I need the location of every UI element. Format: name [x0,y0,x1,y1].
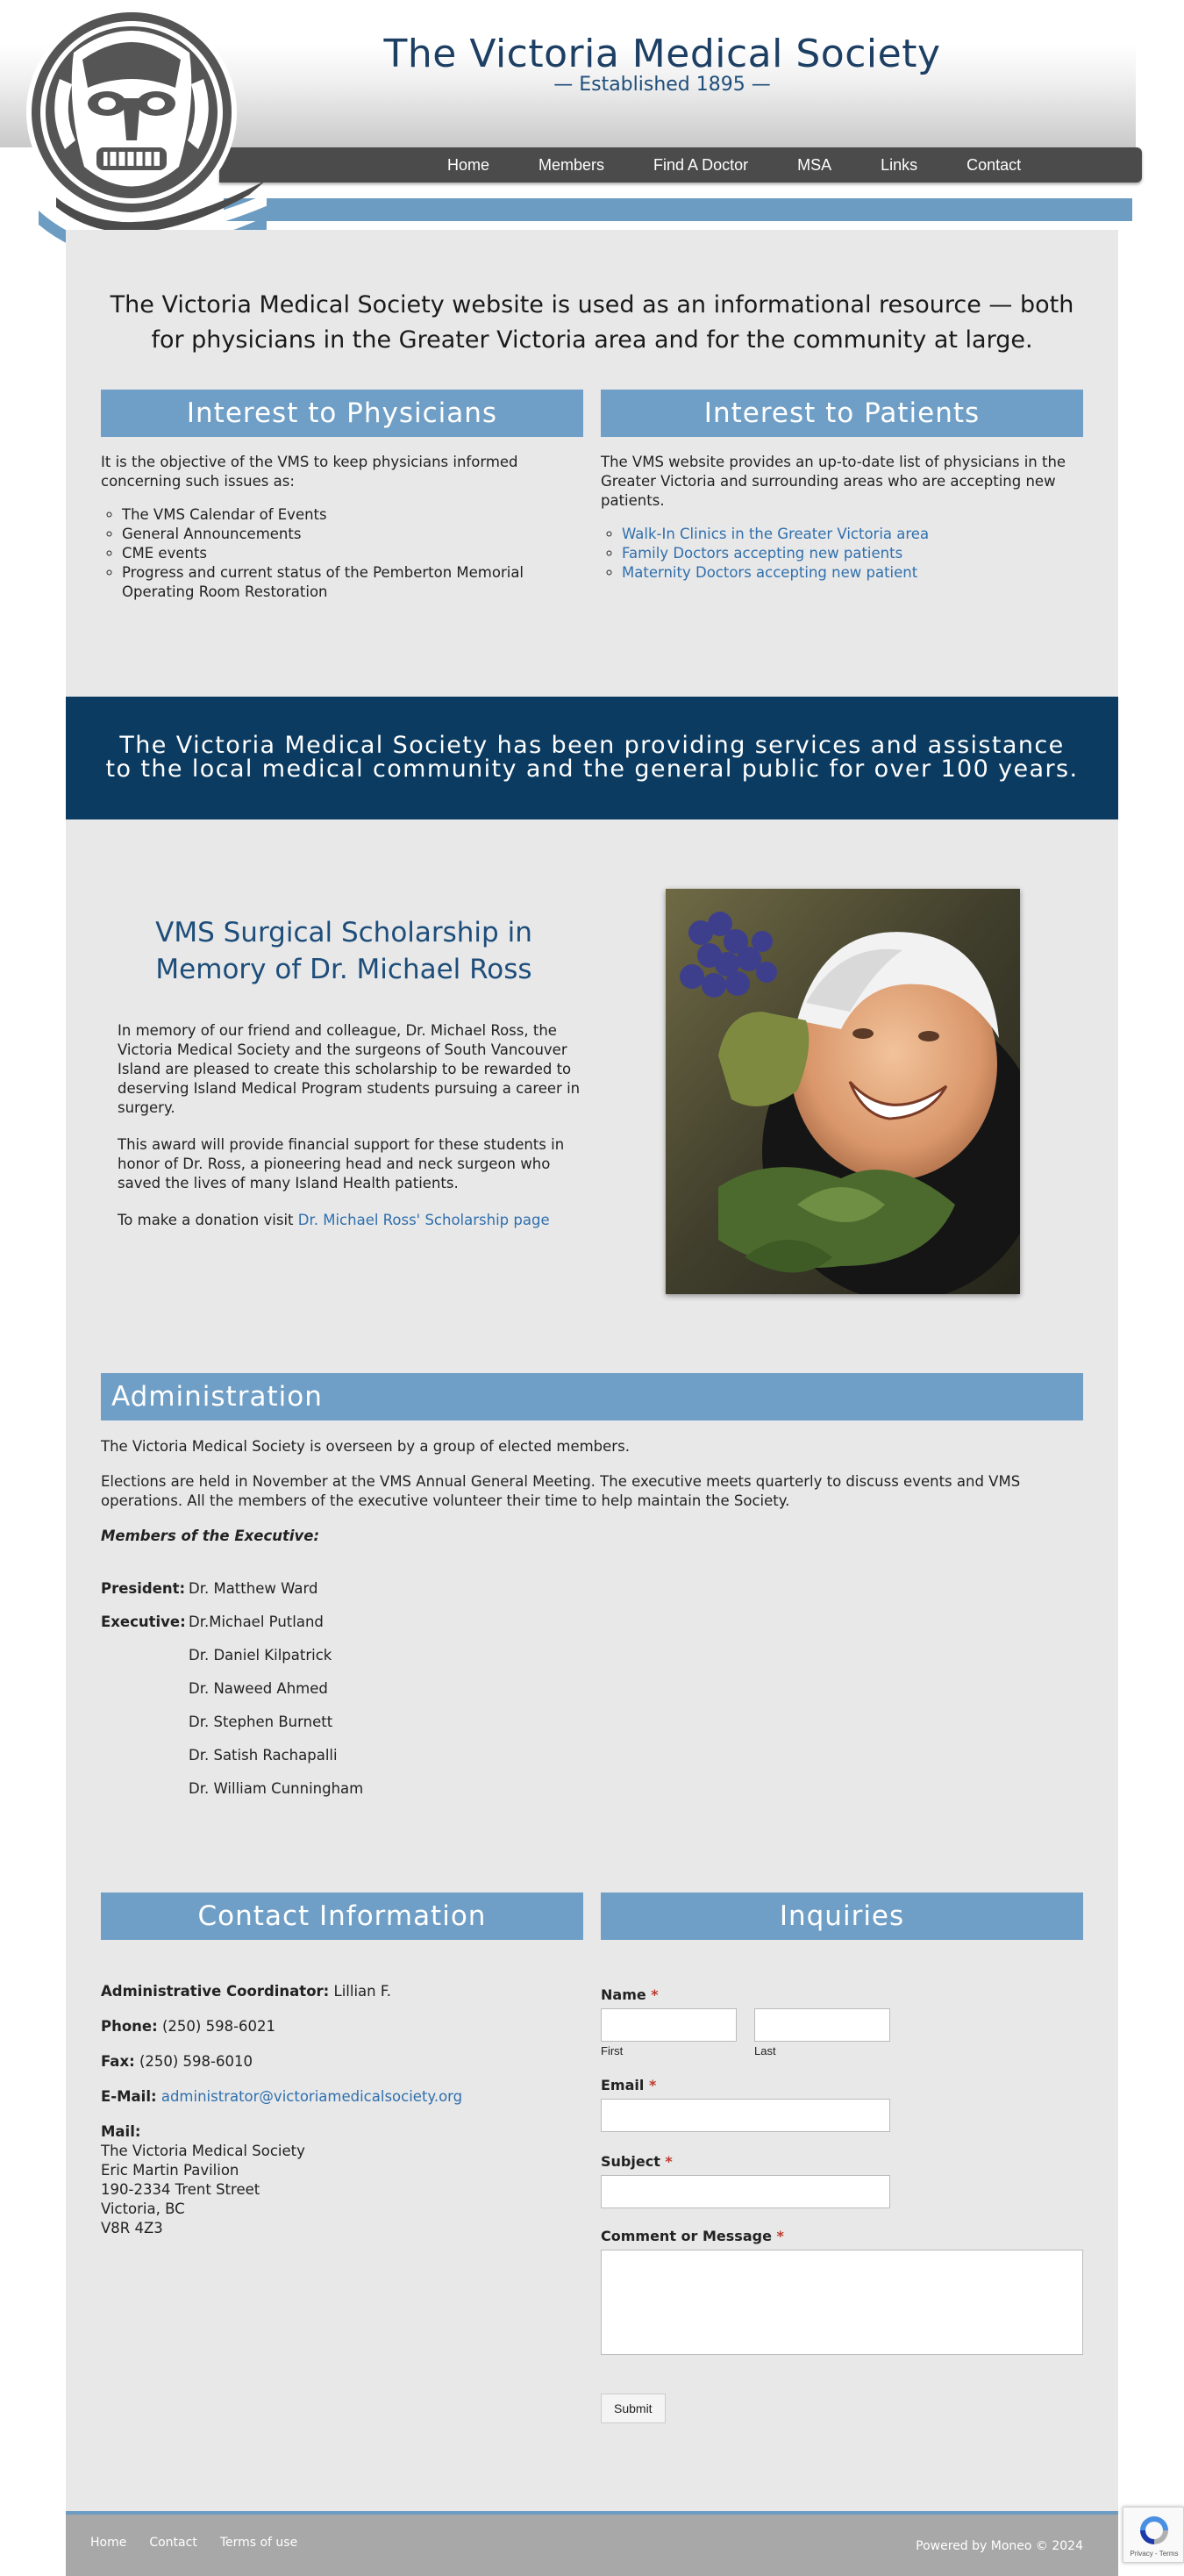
nav-msa[interactable]: MSA [797,156,832,174]
intro-sentence: The Victoria Medical Society website is used as an informational resource — both for physicians in the Greater Victoria area and for the community at large. [110,291,1074,354]
dr-michael-ross-portrait [666,889,1020,1294]
executive-member: Dr.Michael Putland [189,1614,324,1630]
physicians-heading: Interest to Physicians [101,390,583,437]
donation-prefix: To make a donation visit [118,1212,298,1228]
subject-input[interactable] [601,2175,890,2208]
phone-line [101,2017,574,2036]
list-item: ◦ CME events [122,544,583,563]
family-doctors-link[interactable]: Family Doctors accepting new patients [622,545,903,562]
name-label-text: Name [601,1986,646,2003]
members-label: Members of the Executive: [101,1528,320,1544]
address-line: Victoria, BC [101,2200,185,2217]
list-item: ◦ General Announcements [122,525,583,544]
email-label: E-Mail: [101,2088,157,2105]
address-line: 190-2334 Trent Street [101,2181,260,2198]
email-line [101,2087,574,2107]
nav-contact[interactable]: Contact [966,156,1022,174]
recaptcha-links[interactable]: Privacy - Terms [1130,2550,1179,2558]
fax-line [101,2052,574,2072]
recaptcha-icon [1137,2513,1172,2548]
inquiries-heading: Inquiries [601,1893,1083,1940]
site-title: The Victoria Medical Society [383,32,941,76]
administration-heading: Administration [101,1373,1083,1420]
physicians-section [101,453,583,602]
walk-in-clinics-link[interactable]: Walk-In Clinics in the Greater Victoria area [622,526,930,542]
administration-text [101,1437,1083,1562]
subject-label [601,2153,1083,2170]
message-label-text: Comment or Message [601,2228,772,2244]
subject-label-text: Subject [601,2153,660,2170]
name-label [601,1986,1083,2003]
email-label-text: Email [601,2077,645,2093]
executive-label: Executive: [101,1614,186,1630]
scholarship-page-link[interactable]: Dr. Michael Ross' Scholarship page [297,1212,550,1228]
scholarship-paragraph-2: This award will provide financial support for these students in honor of Dr. Ross, a pioneering head and neck surgeon who saved the lives of many Island Health patients. [118,1136,565,1191]
banner-line-2: to the local medical community and the general public for over 100 years. [105,755,1079,783]
executive-member: Dr. Satish Rachapalli [189,1747,338,1764]
scholarship-paragraph-1: In memory of our friend and colleague, Dr. Michael Ross, the Victoria Medical Society and the surgeons of South Vancouver Island are pleased to create this scholarship to be rewarded to deserving Island Medical Program students pursuing a career in surgery. [118,1022,581,1116]
message-label [601,2228,1083,2244]
footer [66,2511,1118,2576]
scholarship-title: VMS Surgical Scholarship in Memory of Dr. Michael Ross [155,917,532,985]
president-row [101,1579,317,1599]
site-subtitle: — Established 1895 — [553,74,771,96]
patients-text: The VMS website provides an up-to-date list of physicians in the Greater Victoria and surrounding areas who are accepting new patients. [601,454,1066,509]
nav-members[interactable]: Members [539,156,605,174]
footer-links [90,2536,320,2550]
contact-info [101,1982,574,2238]
phone-number: (250) 598-6021 [161,2018,276,2035]
executive-member: Dr. Stephen Burnett [189,1714,333,1730]
last-name-input[interactable] [754,2008,890,2042]
coordinator-line [101,1982,574,2001]
patients-heading: Interest to Patients [601,390,1083,437]
address-line: The Victoria Medical Society [101,2143,305,2159]
executive-member: Dr. Daniel Kilpatrick [189,1647,332,1664]
submit-button[interactable]: Submit [601,2394,666,2423]
email-input[interactable] [601,2099,890,2132]
mail-block [101,2122,574,2238]
fax-label: Fax: [101,2053,135,2070]
patients-section [601,453,1083,583]
fax-number: (250) 598-6010 [139,2053,253,2070]
header-accent-bar [224,198,1132,221]
footer-link-terms[interactable]: Terms of use [219,2536,298,2550]
mail-label: Mail: [101,2123,141,2140]
executive-member: Dr. William Cunningham [189,1780,364,1797]
required-mark: * [776,2228,784,2244]
president-name: Dr. Matthew Ward [189,1580,318,1597]
address-line: Eric Martin Pavilion [101,2162,239,2179]
main-nav [219,147,1142,182]
nav-home[interactable]: Home [447,156,490,174]
executive-member: Dr. Naweed Ahmed [189,1680,328,1697]
nav-find-a-doctor[interactable]: Find A Doctor [653,156,749,174]
list-item: ◦ Progress and current status of the Pemberton Memorial Operating Room Restoration [122,563,583,602]
patients-links [622,525,1083,583]
required-mark: * [651,1986,659,2003]
coordinator-label: Administrative Coordinator: [101,1983,330,2000]
address-line: V8R 4Z3 [101,2220,163,2236]
physicians-text: It is the objective of the VMS to keep physicians informed concerning such issues as: [101,454,518,490]
banner-line-1: The Victoria Medical Society has been providing services and assistance [119,732,1065,759]
message-textarea[interactable] [601,2250,1083,2355]
inquiry-form [601,1985,1083,2423]
scholarship-text [118,1021,582,1248]
maternity-doctors-link[interactable]: Maternity Doctors accepting new patient [622,564,918,581]
recaptcha-badge[interactable] [1123,2507,1184,2563]
scholarship-paragraph-3 [118,1211,582,1230]
required-mark: * [665,2153,673,2170]
executive-row [101,1613,324,1632]
list-item: ◦ The VMS Calendar of Events [122,505,583,525]
email-link[interactable]: administrator@victoriamedicalsociety.org [160,2088,463,2105]
admin-paragraph-1: The Victoria Medical Society is overseen by a group of elected members. [101,1438,630,1455]
required-mark: * [648,2077,657,2093]
powered-by[interactable]: Powered by Moneo © 2024 [916,2539,1083,2553]
email-label [601,2077,1083,2093]
history-banner [66,697,1118,819]
society-logo[interactable] [21,0,267,268]
last-name-sublabel: Last [754,2044,776,2057]
first-name-input[interactable] [601,2008,737,2042]
contact-heading: Contact Information [101,1893,583,1940]
footer-link-home[interactable]: Home [90,2536,127,2550]
nav-links[interactable]: Links [881,156,918,174]
main-content [66,230,1118,2511]
footer-link-contact[interactable]: Contact [149,2536,197,2550]
intro-text [66,288,1118,358]
president-label: President: [101,1580,186,1597]
first-name-sublabel: First [601,2044,624,2057]
admin-paragraph-2: Elections are held in November at the VMS Annual General Meeting. The executive meets quarterly to discuss events and VMS operations. All the members of the executive volunteer their time to help maintain the Society. [101,1473,1021,1509]
phone-label: Phone: [101,2018,158,2035]
coordinator-name: Lillian F. [333,1983,391,2000]
physicians-list [122,505,583,602]
